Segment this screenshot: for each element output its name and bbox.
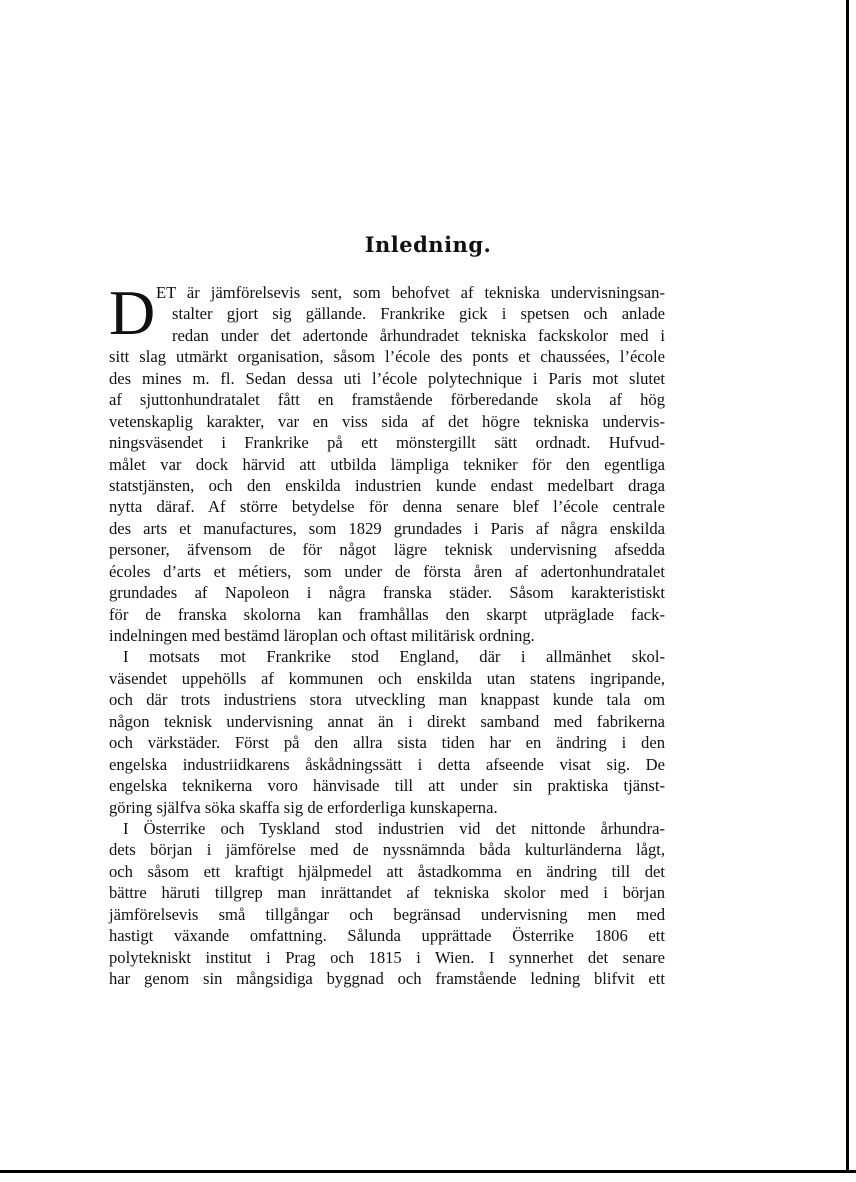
text-line: I motsats mot Frankrike stod England, där i allmänhet skol- <box>123 647 665 667</box>
text-line: des mines m. fl. Sedan dessa uti l’école polytechnique i Paris mot slutet <box>109 368 665 388</box>
text-line: statstjänsten, och den enskilda industrien kunde endast medelbart draga <box>109 475 665 495</box>
text-line: engelska teknikerna voro hänvisade till att under sin praktiska tjänst- <box>109 776 665 796</box>
text-line: af sjuttonhundratalet fått en framstående förberedande skola af hög <box>109 390 665 410</box>
text-line: écoles d’arts et métiers, som under de första åren af adertonhundratalet <box>109 561 665 581</box>
text-line: ET är jämförelsevis sent, som behofvet af tekniska undervisningsan- <box>156 283 665 302</box>
text-line: hastigt växande omfattning. Sålunda upprättade Österrike 1806 ett <box>109 926 665 946</box>
text-line: indelningen med bestämd läroplan och oftast militärisk ordning. <box>109 626 535 645</box>
text-line: vetenskaplig karakter, var en viss sida af det högre tekniska undervis- <box>109 411 665 431</box>
text-line: målet var dock härvid att utbilda lämpliga tekniker för den egentliga <box>109 454 665 474</box>
text-line: dets början i jämförelse med de nyssnämnda båda kulturländerna lågt, <box>109 840 665 860</box>
text-line: bättre häruti tillgrep man inrättandet af tekniska skolor med i början <box>109 883 665 903</box>
scan-edge-bottom <box>0 1170 856 1182</box>
text-line: och där trots industriens stora utveckling man knappast kunde tala om <box>109 690 665 710</box>
body-text <box>109 277 665 989</box>
text-line: har genom sin mångsidiga byggnad och framstående ledning blifvit ett <box>109 969 665 988</box>
text-line: sitt slag utmärkt organisation, såsom l’école des ponts et chaussées, l’école <box>109 347 665 367</box>
scan-edge-right <box>846 0 856 1182</box>
text-line: och värkstäder. Först på den allra sista tiden har en ändring i den <box>109 733 665 753</box>
text-line: för de franska skolorna kan framhållas den skarpt utpräglade fack- <box>109 604 665 624</box>
chapter-heading: Inledning. <box>364 232 492 257</box>
text-line: nytta däraf. Af större betydelse för denna senare blef l’école centrale <box>109 497 665 517</box>
text-line: des arts et manufactures, som 1829 grundades i Paris af några enskilda <box>109 518 665 538</box>
text-line: I Österrike och Tyskland stod industrien vid det nittonde århundra- <box>123 818 665 838</box>
text-line: och såsom ett kraftigt hjälpmedel att åstadkomma en ändring till det <box>109 861 665 881</box>
text-line: ningsväsendet i Frankrike på ett mönstergillt sätt ordnadt. Hufvud- <box>109 433 665 453</box>
text-line: polytekniskt institut i Prag och 1815 i Wien. I synnerhet det senare <box>109 947 665 967</box>
drop-cap: D <box>109 277 156 348</box>
text-line: jämförelsevis små tillgångar och begränsad undervisning men med <box>109 904 665 924</box>
text-line: engelska industriidkarens åskådningssätt i detta afseende visat sig. De <box>109 754 665 774</box>
text-line: väsendet uppehölls af kommunen och enskilda utan statens ingripande, <box>109 668 665 688</box>
text-line: stalter gjort sig gällande. Frankrike gick i spetsen och anlade <box>172 304 665 324</box>
text-line: göring själfva söka skaffa sig de erforderliga kunskaperna. <box>109 797 498 817</box>
text-line: personer, äfvensom de för något lägre teknisk undervisning afsedda <box>109 540 665 560</box>
text-line: grundades af Napoleon i några franska städer. Såsom karakteristiskt <box>109 583 665 603</box>
text-line: någon teknisk undervisning annat än i direkt samband med fabrikerna <box>109 711 665 731</box>
text-line: redan under det adertonde århundradet tekniska fackskolor med i <box>172 325 665 345</box>
